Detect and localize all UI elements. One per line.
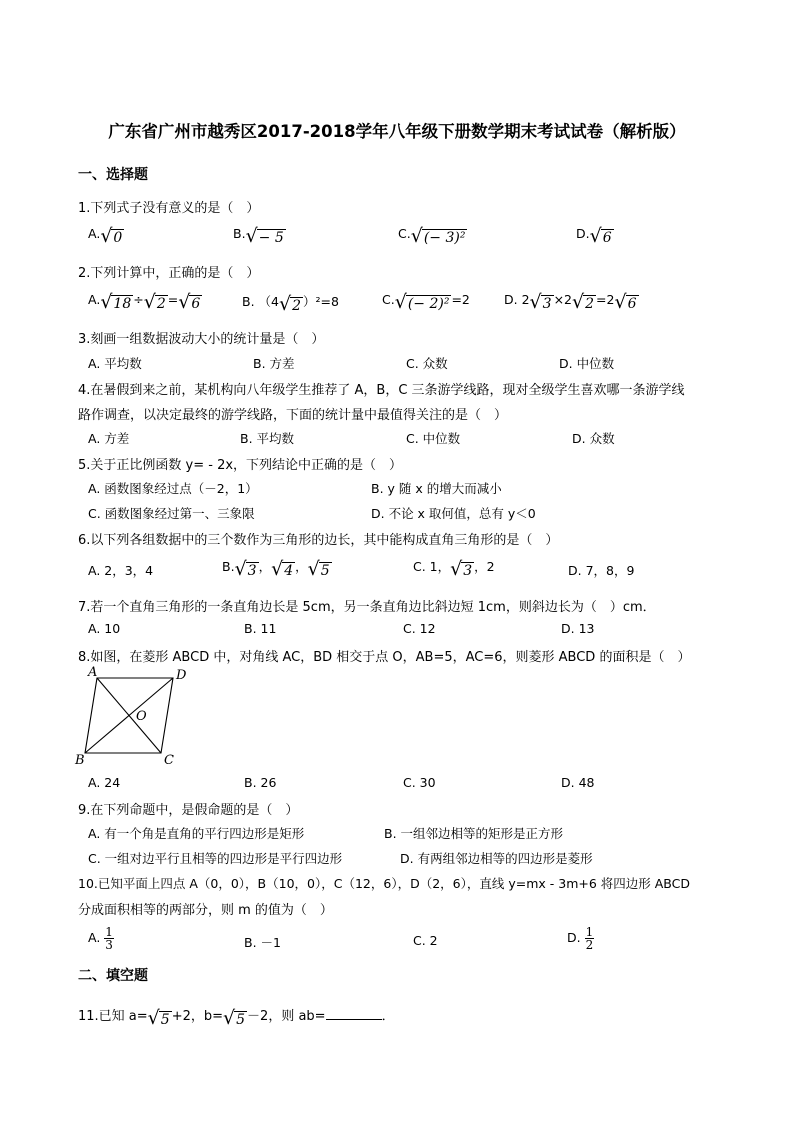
radical: √5 [147,1007,170,1029]
question-2-option-b: B. （4√2 ）²=8 [242,293,339,315]
question-3-option-c: C. 众数 [406,356,448,371]
question-1-option-a: A.√0 [88,225,123,247]
radical: √6 [178,291,201,313]
question-9-stem: 9.在下列命题中，是假命题的是（ ） [78,803,299,818]
question-4-stem-line2: 路作调查，以决定最终的游学线路，下面的统计量中最值得关注的是（ ） [78,408,508,423]
question-2-stem: 2.下列计算中，正确的是（ ） [78,266,260,281]
fraction: $\frac{1}{2}$ [585,925,594,952]
question-4-option-d: D. 众数 [572,431,615,446]
question-10-option-d: D. $\frac{1}{2}$ [567,925,594,952]
question-3-option-a: A. 平均数 [88,356,142,371]
question-7-option-a: A. 10 [88,621,121,636]
question-4-stem-line1: 4.在暑假到来之前，某机构向八年级学生推荐了 A，B，C 三条游学线路，现对全级学生喜欢哪一条游学线 [78,383,685,398]
question-3-option-d: D. 中位数 [559,356,615,371]
question-3-option-b: B. 方差 [253,356,295,371]
question-8-option-d: D. 48 [561,775,595,790]
radical: √0 [100,225,123,247]
radical: √6 [589,225,612,247]
question-7-option-b: B. 11 [244,621,277,636]
question-4-option-c: C. 中位数 [406,431,461,446]
question-7-option-c: C. 12 [403,621,436,636]
question-5-option-a: A. 函数图象经过点（－2，1） [88,481,258,496]
radical: √2 [143,291,166,313]
vertex-label-d: D [176,668,187,683]
question-10-stem-line1: 10.已知平面上四点 A（0，0），B（10，0），C（12，6），D（2，6），直线 y=mx - 3m+6 将四边形 ABCD [78,876,691,891]
question-8-option-b: B. 26 [244,775,277,790]
question-1-option-b: B.√− 5 [233,225,284,247]
question-6-option-d: D. 7，8，9 [568,563,635,578]
question-9-option-b: B. 一组邻边相等的矩形是正方形 [384,826,564,841]
answer-blank [326,1007,382,1020]
question-6-option-c: C. 1，√3 ，2 [413,558,495,580]
vertex-label-c: C [164,753,174,768]
question-6-option-a: A. 2，3，4 [88,563,154,578]
question-7-option-d: D. 13 [561,621,595,636]
radical: √(− 2)² [394,291,450,313]
question-10-option-a: A. $\frac{1}{3}$ [88,925,113,952]
radical: √3 [234,558,257,580]
question-3-stem: 3.刻画一组数据波动大小的统计量是（ ） [78,332,325,347]
radical: √− 5 [245,225,284,247]
question-9-option-c: C. 一组对边平行且相等的四边形是平行四边形 [88,851,343,866]
question-5-option-c: C. 函数图象经过第一、三象限 [88,506,255,521]
question-5-option-d: D. 不论 x 取何值，总有 y＜0 [371,506,536,521]
question-10-stem-line2: 分成面积相等的两部分，则 m 的值为（ ） [78,903,333,918]
radical: √5 [223,1007,246,1029]
radical: √(− 3)² [410,225,466,247]
rhombus-figure [70,664,200,768]
question-5-stem: 5.关于正比例函数 y= - 2x，下列结论中正确的是（ ） [78,458,403,473]
question-5-option-b: B. y 随 x 的增大而减小 [371,481,502,496]
question-2-option-d: D. 2√3 ×2√2 =2√6 [504,291,637,313]
question-9-option-a: A. 有一个角是直角的平行四边形是矩形 [88,826,305,841]
question-4-option-a: A. 方差 [88,431,130,446]
question-9-option-d: D. 有两组邻边相等的四边形是菱形 [400,851,593,866]
question-11: 11.已知 a=√5 +2，b=√5 －2，则 ab= ． [78,1007,395,1029]
question-1-stem: 1.下列式子没有意义的是（ ） [78,201,260,216]
question-2-option-c: C.√(− 2)² =2 [382,291,470,313]
question-1-option-c: C.√(− 3)² [398,225,466,247]
radical: √3 [529,291,552,313]
radical: √5 [307,558,330,580]
radical: √2 [278,293,302,315]
radical: √2 [572,291,595,313]
diagonal-bd [85,678,173,753]
fraction: $\frac{1}{3}$ [105,925,113,952]
radical: √6 [614,291,637,313]
radical: √3 [450,558,473,580]
radical: √4 [271,558,294,580]
question-10-option-c: C. 2 [413,933,438,948]
question-10-option-b: B. －1 [244,935,281,950]
radical: √18 [100,291,132,313]
question-6-option-b: B.√3 ，√4 ，√5 [222,558,330,580]
question-6-stem: 6.以下列各组数据中的三个数作为三角形的边长，其中能构成直角三角形的是（ ） [78,533,559,548]
center-label-o: O [136,709,147,724]
page-title: 广东省广州市越秀区2017-2018学年八年级下册数学期末考试试卷（解析版） [108,122,686,141]
section-fill-heading: 二、填空题 [78,968,148,984]
section-choice-heading: 一、选择题 [78,167,148,183]
question-1-option-d: D.√6 [576,225,612,247]
question-2-option-a: A.√18 ÷√2 =√6 [88,291,201,313]
question-8-option-c: C. 30 [403,775,436,790]
question-8-option-a: A. 24 [88,775,121,790]
vertex-label-a: A [88,665,98,680]
question-4-option-b: B. 平均数 [240,431,295,446]
question-7-stem: 7.若一个直角三角形的一条直角边长是 5cm，另一条直角边比斜边短 1cm，则斜边长为（ ）cm． [78,600,656,615]
question-8-stem: 8.如图，在菱形 ABCD 中，对角线 AC，BD 相交于点 O，AB=5，AC=6，则菱形 ABCD 的面积是（ ） [78,650,691,665]
vertex-label-b: B [75,753,85,768]
